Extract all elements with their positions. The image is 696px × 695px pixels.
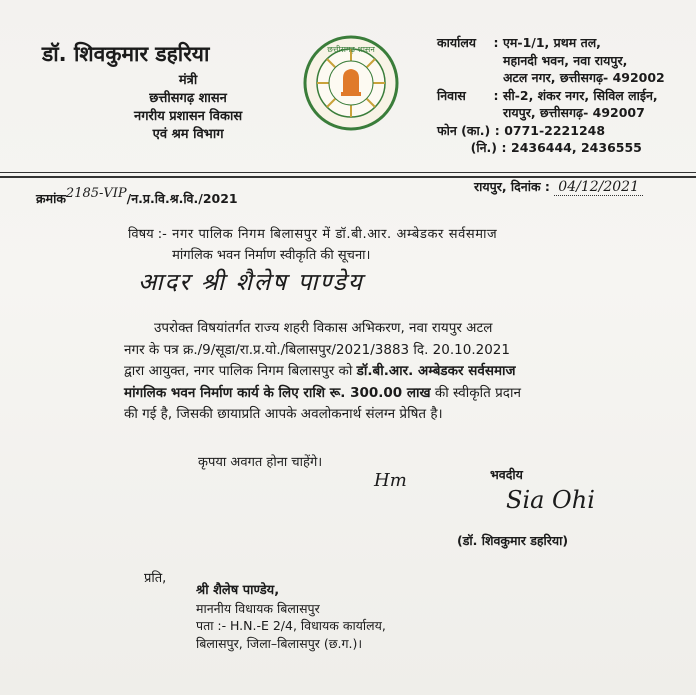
minister-name: डॉ. शिवकुमार डहरिया (42, 42, 210, 66)
contact-label: फोन (का.) (437, 122, 491, 138)
contact-block: कार्यालय : एम-1/1, प्रथम तल, महानदी भवन, नवा रायपुर, अटल नगर, छत्तीसगढ़- 492002 निवास : सी-2, शंकर नगर, सिविल लाईन, रायपुर, छत्तीसगढ़- 492007 फोन (का.) : 0771-2221248 (नि.) : 2436444, 2436555 (437, 35, 665, 155)
state-emblem-seal (302, 34, 400, 132)
minister-title-block (134, 72, 242, 144)
contact-label: कार्यालय (437, 35, 477, 50)
recipient-prati: प्रति, (144, 571, 167, 586)
body-line: द्वारा आयुक्त, नगर पालिक निगम बिलासपुर को (124, 363, 357, 379)
contact-value: अटल नगर, छत्तीसगढ़- 492002 (503, 70, 665, 85)
body-line: की स्वीकृति प्रदान (430, 384, 521, 401)
recipient-designation: माननीय विधायक बिलासपुर (196, 600, 320, 616)
closing-bhavdiya: भवदीय (490, 467, 523, 482)
title-line: मंत्री (178, 73, 198, 88)
address-line: H.N.-E 2/4, विधायक कार्यालय, (229, 618, 386, 633)
subject-line: नगर पालिक निगम बिलासपुर में डॉ.बी.आर. अम्बेडकर सर्वसमाज (172, 227, 498, 242)
handwritten-greeting: आदर श्री शैलेष पाण्डेय (138, 268, 364, 296)
contact-value: एम-1/1, प्रथम तल, (503, 35, 601, 50)
letter-date (474, 178, 643, 195)
header-divider (0, 172, 696, 173)
address-label: पता :- (196, 618, 227, 633)
title-line: छत्तीसगढ़ शासन (149, 91, 227, 106)
handwritten-signature: Sia Ohi (506, 486, 595, 514)
contact-value: 0771-2221248 (504, 122, 606, 138)
contact-label: (नि.) (470, 140, 497, 155)
body-line: की गई है, जिसकी छायाप्रति आपके अवलोकनार्थ संलग्न प्रेषित है। (124, 406, 443, 422)
reference-label: क्रमांक (36, 191, 66, 206)
contact-label: निवास (437, 87, 466, 103)
signer-name: (डॉ. शिवकुमार डहरिया) (457, 533, 569, 548)
reference-handwritten-number: 2185-VIP (65, 186, 127, 201)
reference-number (36, 186, 238, 207)
contact-value: सी-2, शंकर नगर, सिविल लाईन, (503, 87, 658, 103)
request-line: कृपया अवगत होना चाहेंगे। (198, 455, 323, 470)
body-bold-text: डॉ.बी.आर. अम्बेडकर सर्वसमाज (356, 363, 516, 379)
reference-suffix: /न.प्र.वि.श्र.वि./2021 (126, 191, 238, 206)
contact-value: रायपुर, छत्तीसगढ़- 492007 (503, 105, 645, 120)
recipient-address (196, 582, 386, 652)
letter-body (124, 318, 544, 426)
date-label: रायपुर, दिनांक : (474, 179, 550, 194)
date-handwritten: 04/12/2021 (554, 179, 643, 196)
contact-value: महानदी भवन, नवा रायपुर, (503, 52, 628, 68)
body-line: नगर के पत्र क्र./9/सूडा/रा.प्र.यो./बिलासपुर/2021/3883 दि. 20.10.2021 (124, 341, 510, 358)
subject-label: विषय :- (128, 227, 167, 242)
title-line: नगरीय प्रशासन विकास (134, 109, 243, 124)
seal-text: छत्तीसगढ़ शासन (327, 45, 375, 54)
body-line: उपरोक्त विषयांतर्गत राज्य शहरी विकास अभिकरण, नवा रायपुर अटल (154, 320, 493, 336)
subject-line: मांगलिक भवन निर्माण स्वीकृति की सूचना। (172, 248, 371, 263)
address-line: बिलासपुर, जिला–बिलासपुर (छ.ग.)। (196, 635, 363, 651)
title-line: एवं श्रम विभाग (152, 127, 224, 142)
contact-value: 2436444, 2436555 (511, 140, 642, 155)
body-bold-text: मांगलिक भवन निर्माण कार्य के लिए राशि रू. 300.00 लाख (124, 384, 431, 401)
recipient-name: श्री शैलेष पाण्डेय, (196, 583, 280, 598)
subject-block (128, 224, 497, 266)
handwritten-initial: Hm (374, 470, 407, 491)
